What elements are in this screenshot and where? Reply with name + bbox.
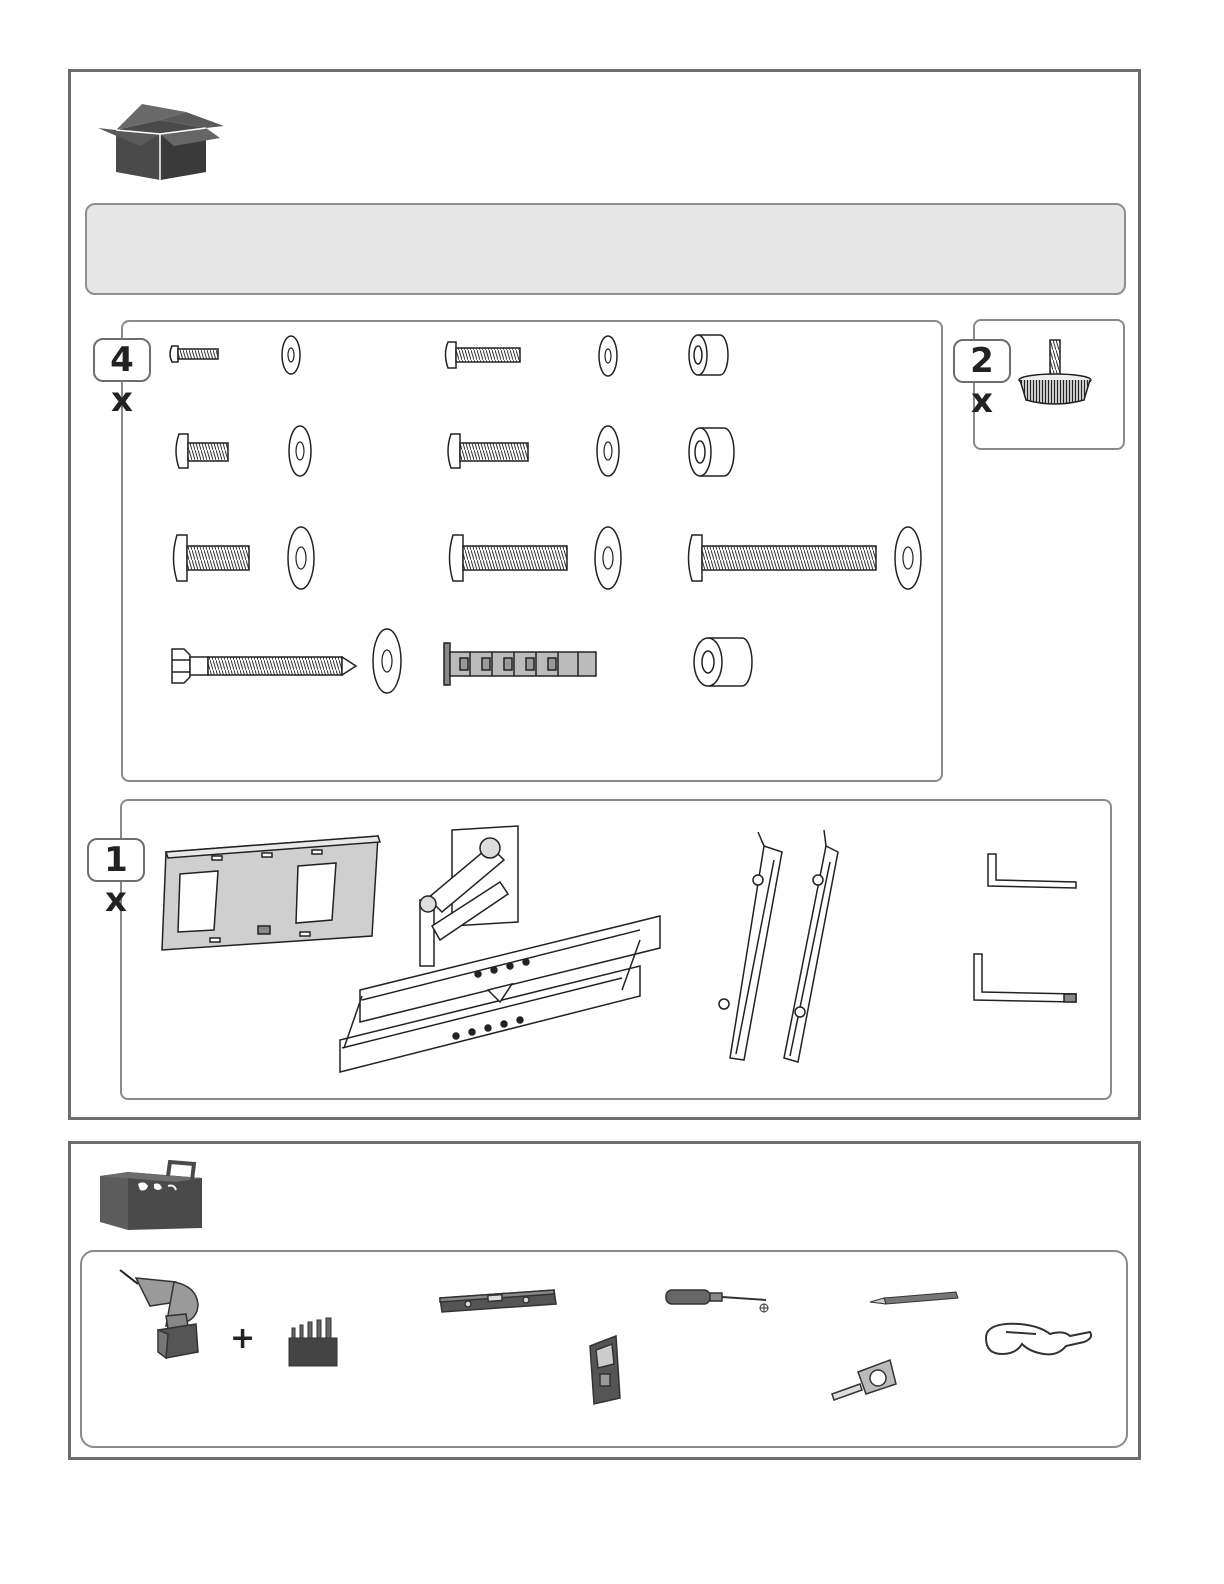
drill-icon <box>120 1270 198 1358</box>
plus-sign: + <box>230 1321 256 1356</box>
stud-finder-icon <box>590 1336 620 1404</box>
pencil-icon <box>870 1292 958 1304</box>
qty-badge-2x: 2 x <box>953 339 1011 383</box>
qty-badge-1x: 1 x <box>87 838 145 882</box>
qty-badge-4x: 4 x <box>93 338 151 382</box>
screwdriver-icon <box>666 1290 768 1312</box>
safety-glasses-icon <box>986 1324 1091 1355</box>
drill-bits-icon <box>289 1318 337 1366</box>
level-icon <box>440 1290 556 1312</box>
tape-measure-icon <box>832 1360 896 1400</box>
